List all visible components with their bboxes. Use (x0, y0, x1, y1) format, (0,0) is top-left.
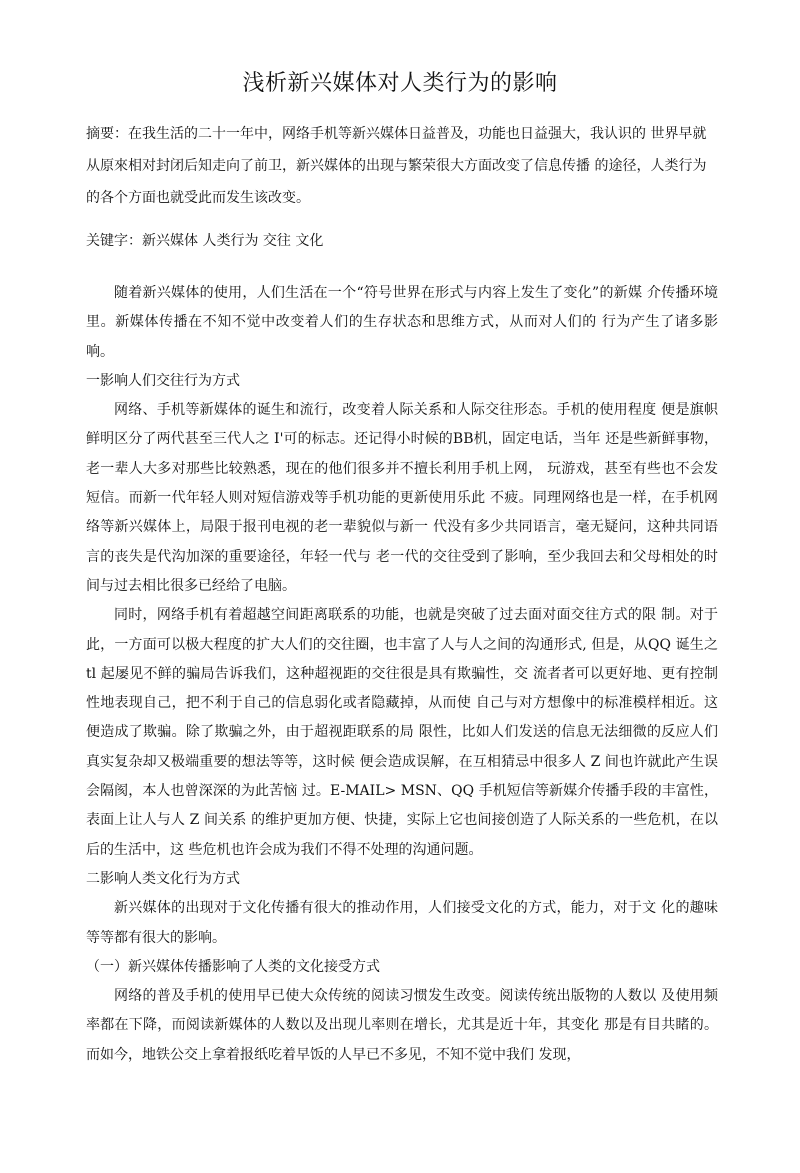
subsection-heading-1: （一）新兴媒体传播影响了人类的文化接受方式 (86, 958, 380, 975)
paragraph-3: 新兴媒体的出现对于文化传播有很大的推动作用，人们接受文化的方式，能力，对于文 化的趣味等等都有很大的影响。 (86, 900, 718, 946)
section-heading-1: 一影响人们交往行为方式 (86, 372, 240, 389)
section-heading-2: 二影响人类文化行为方式 (86, 870, 240, 887)
paragraph-intro: 随着新兴媒体的使用，人们生活在一个“符号世界在形式与内容上发生了变化”的新媒 介传播环境里。新媒体传播在不知不觉中改变着人们的生存状态和思维方式，从而对人们的 行为产生了诸多影响。 (86, 285, 718, 360)
body-text (86, 279, 718, 1070)
keywords: 关键字：新兴媒体 人类行为 交往 文化 (86, 233, 324, 249)
abstract: 摘要：在我生活的二十一年中，网络手机等新兴媒体日益普及，功能也日益强大，我认识的 世界早就从原來相对封闭后知走向了前卫，新兴媒体的出现与繁荣很大方面改变了信息传播 的途径，人类行为的各个方面也就受此而发生该改变。 (86, 126, 707, 206)
paragraph-1: 网络、手机等新媒体的诞生和流行，改变着人际关系和人际交往形态。手机的使用程度 便是旗帜鲜明区分了两代甚至三代人之 I'可的标志。还记得小时候的BB机，固定电话，当年 还是些新鲜事物，老一辈人大多对那些比较熟悉，现在的他们很多并不擅长利用手机上网， 玩游戏，甚至有些也不会发短信。而新一代年轻人则对短信游戏等手机功能的更新使用乐此 不疲。同理网络也是一样，在手机网络等新兴媒体上，局限于报刊电视的老一辈貌似与新一 代没有多少共同语言，毫无疑问，这种共同语言的丧失是代沟加深的重要途径，年轻一代与 老一代的交往受到了影响，至少我回去和父母相处的时间与过去相比很多已经给了电脑。 (86, 402, 718, 594)
paragraph-2: 同时，网络手机有着超越空间距离联系的功能，也就是突破了过去面对面交往方式的限 制。对于此，一方面可以极大程度的扩大人们的交往圈，也丰富了人与人之间的沟通形式, 但是，从QQ 诞生之 tl 起屡见不鲜的骗局告诉我们，这种超视距的交往很是具有欺骗性，交 流者者可以更好地、更有控制性地表现自己，把不利于自己的信息弱化或者隐藏掉，从而使 自己与对方想像中的标准模样相近。这便造成了欺骗。除了欺骗之外，由于超视距联系的局 限性，比如人们发送的信息无法细微的反应人们真实复杂却又极端重要的想法等等，这时候 便会造成误解，在互相猜忌中很多人 Z 间也许就此产生误会隔阂，本人也曾深深的为此苦恼 过。E-MAIL> MSN、QQ 手机短信等新媒介传播手段的丰富性，表面上让人与人 Z 间关系 的维护更加方便、快捷，实际上它也间接创造了人际关系的一些危机，在以后的生活中，这 些危机也许会成为我们不得不处理的沟通问题。 (86, 607, 718, 858)
paragraph-4: 网络的普及手机的使用早已使大众传统的阅读习惯发生改变。阅读传统出版物的人数以 及使用频率都在下降，而阅读新媒体的人数以及出现儿率则在增长，尤其是近十年，其变化 那是有目共睹的。而如今，地铁公交上拿着报纸吃着早饭的人早已不多见，不知不觉中我们 发现， (86, 988, 718, 1063)
document-title: 浅析新兴媒体对人类行为的影响 (242, 71, 558, 96)
